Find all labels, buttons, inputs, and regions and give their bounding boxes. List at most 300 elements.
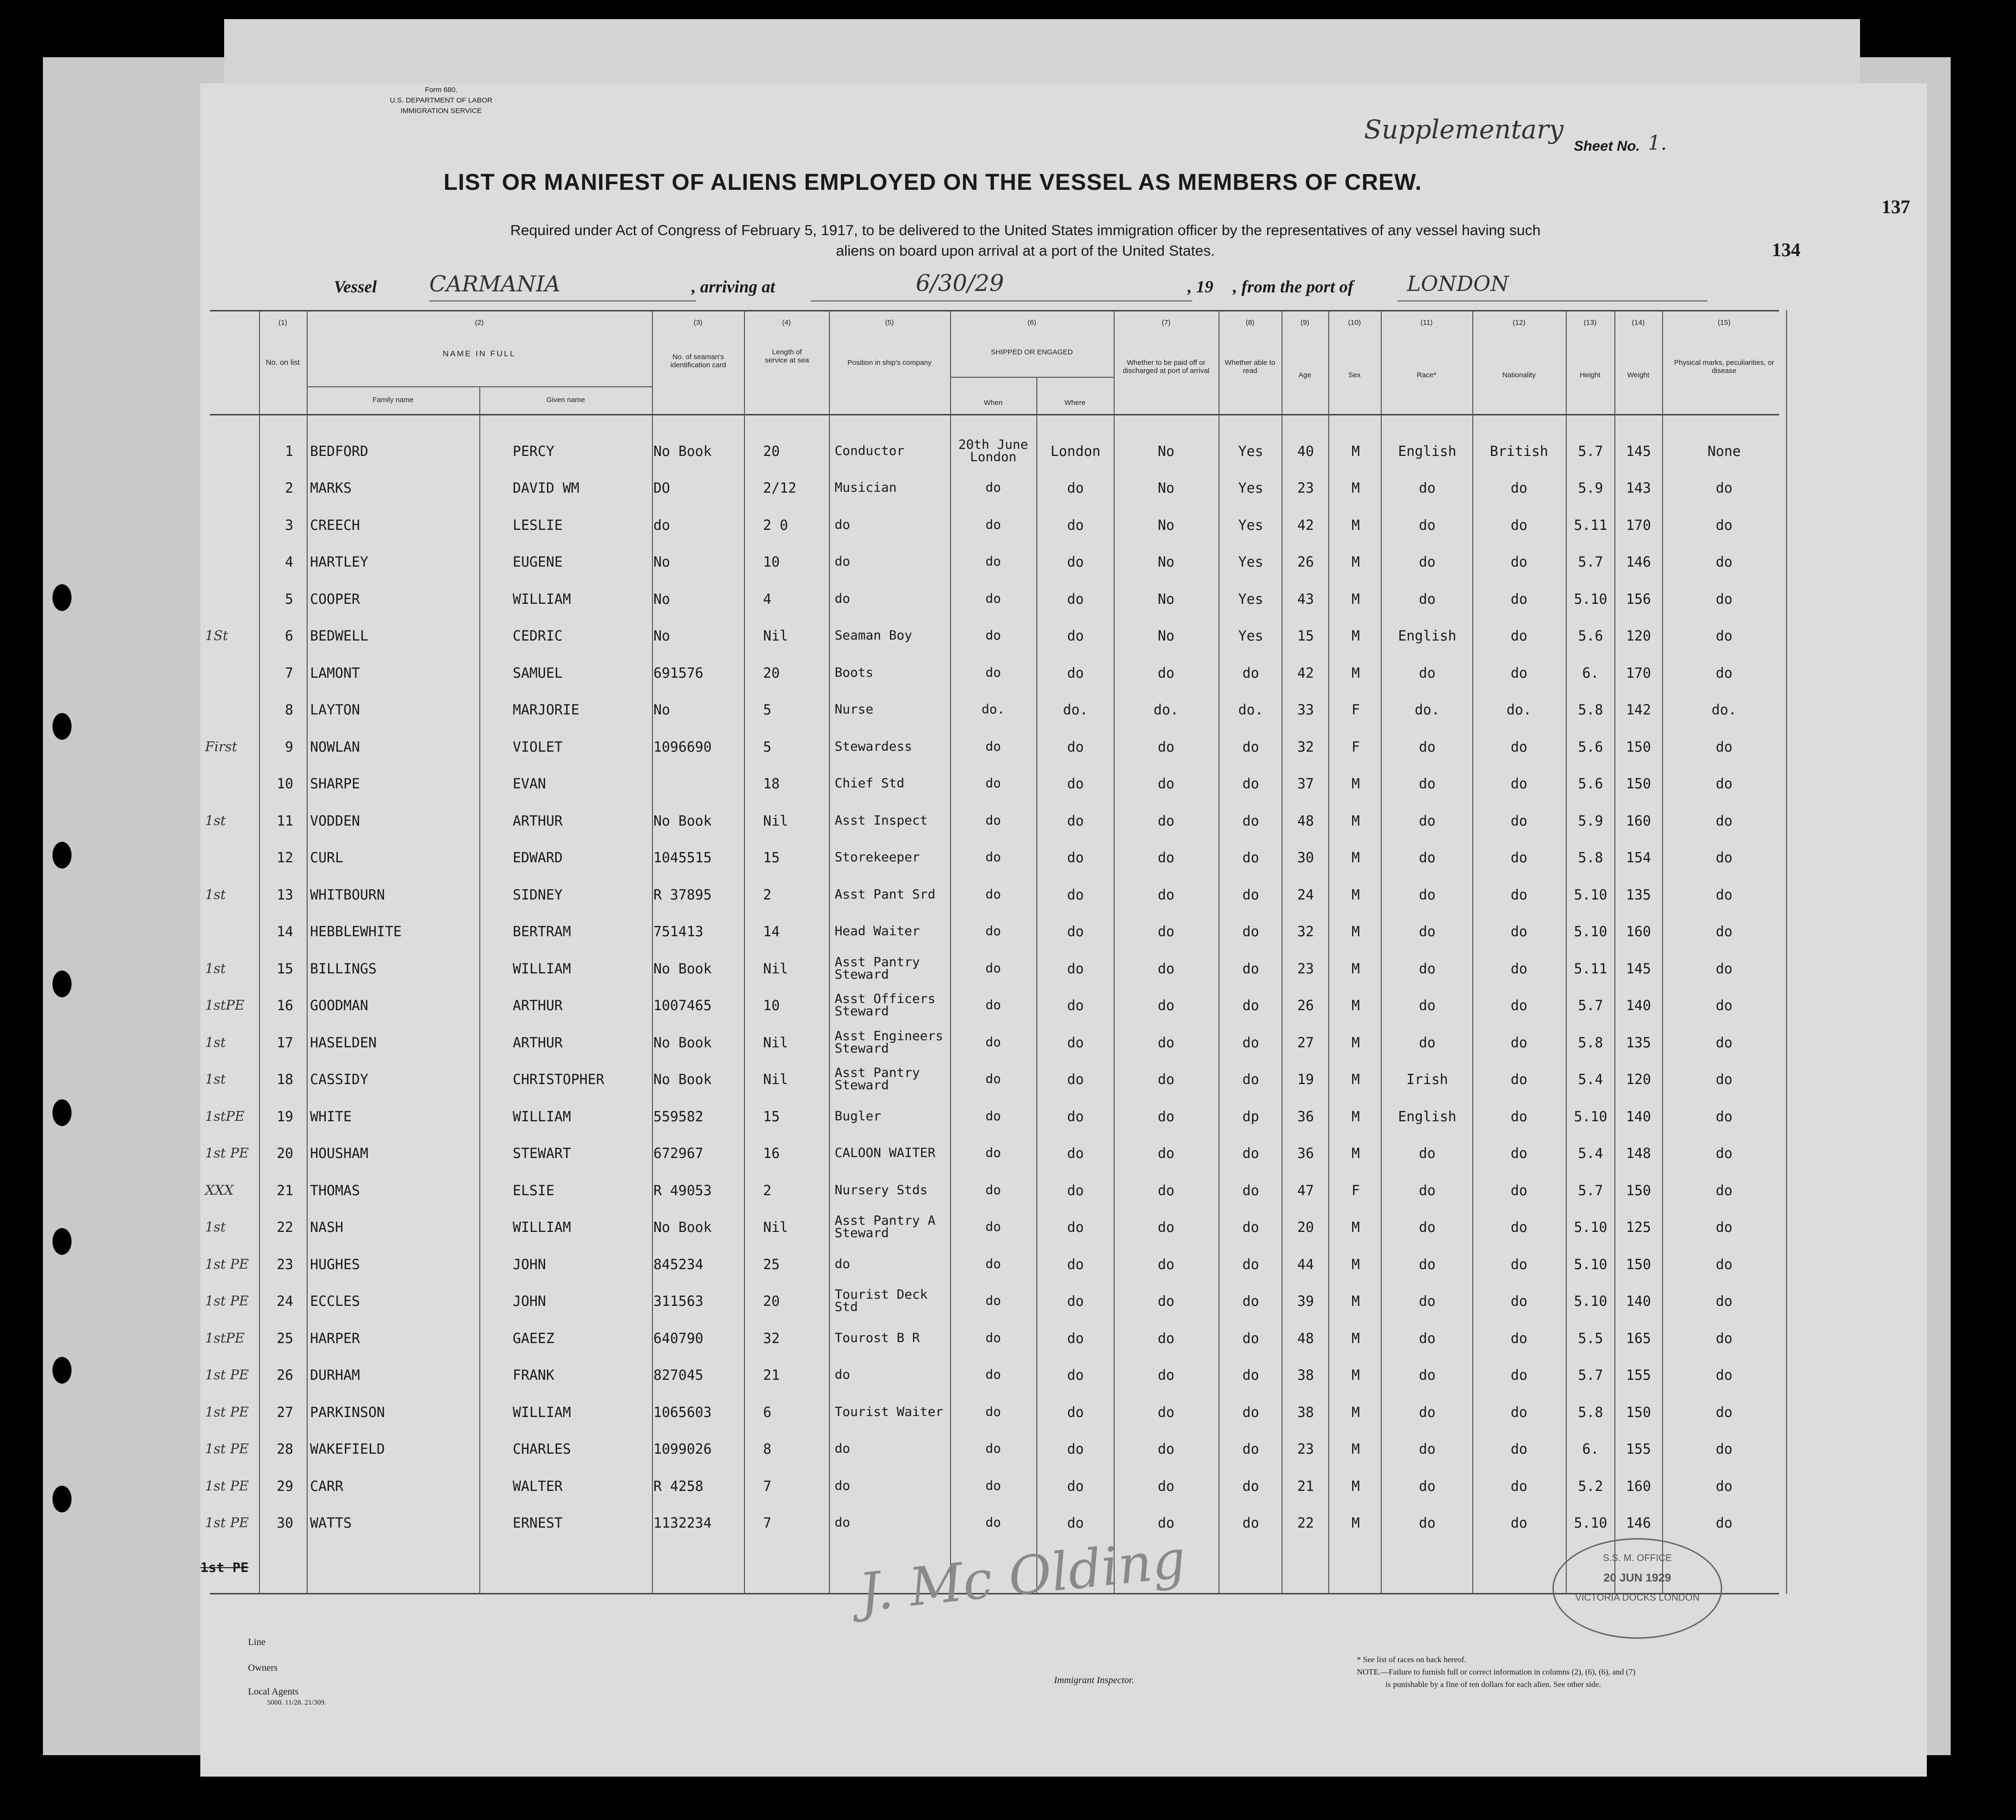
given-name: WILLIAM [513, 960, 571, 977]
length-of-service: 10 [763, 554, 780, 570]
row-class-mark: 1st [205, 1071, 226, 1087]
col-number: (14) [1632, 319, 1645, 327]
id-card-number: 1096690 [653, 738, 712, 755]
physical-marks: do [1716, 1367, 1733, 1384]
race: Irish [1406, 1071, 1448, 1088]
department: U.S. DEPARTMENT OF LABOR [390, 96, 493, 104]
shipped-when: do [985, 665, 1001, 680]
arriving-label: , arriving at [692, 277, 775, 296]
position: Stewardess [835, 739, 912, 754]
sex: M [1351, 590, 1360, 607]
given-name: DAVID WM [513, 480, 579, 496]
paid-off: do [1158, 1404, 1175, 1420]
shipped-when: do [985, 1441, 1001, 1457]
header-when: When [983, 399, 1003, 407]
height: 5.10 [1574, 923, 1607, 940]
shipped-where: do [1067, 1441, 1084, 1458]
col-rule [1114, 310, 1115, 1594]
shipped-when: do [985, 1293, 1001, 1309]
given-name: WALTER [513, 1478, 563, 1494]
sex: M [1351, 443, 1360, 459]
col-number: (6) [1027, 319, 1036, 327]
header-id-card: No. of seaman's identification card [670, 353, 726, 369]
race: do [1419, 517, 1436, 533]
sex: M [1351, 1330, 1360, 1346]
physical-marks: do [1716, 776, 1733, 792]
given-name: ERNEST [513, 1515, 563, 1531]
col-number: (7) [1161, 319, 1171, 327]
height: 6. [1582, 1441, 1599, 1458]
age: 40 [1297, 443, 1314, 459]
sex: M [1351, 1441, 1360, 1458]
agents-label: Local Agents [248, 1686, 299, 1697]
paid-off: do [1158, 812, 1175, 829]
arrival-date: 6/30/29 [916, 270, 1004, 297]
length-of-service: 10 [763, 997, 780, 1014]
nationality: do [1510, 923, 1528, 940]
given-name: VIOLET [513, 738, 563, 755]
height: 6. [1582, 664, 1599, 681]
sex: M [1351, 1219, 1360, 1236]
position: Nurse [835, 702, 874, 717]
shipped-where: do [1067, 960, 1084, 977]
age: 42 [1297, 664, 1314, 681]
length-of-service: 16 [763, 1145, 780, 1162]
sex: M [1351, 812, 1360, 829]
paid-off: do [1158, 1219, 1175, 1236]
family-name: BEDFORD [310, 443, 369, 459]
race: do [1419, 1478, 1436, 1494]
physical-marks: do [1716, 1034, 1733, 1051]
height: 5.5 [1578, 1330, 1603, 1346]
position: Asst Pantry A Steward [835, 1213, 936, 1241]
paid-off: No [1158, 554, 1175, 570]
race: do [1419, 1515, 1436, 1531]
id-card-number: 1099026 [653, 1441, 712, 1458]
shipped-where: do [1067, 1293, 1084, 1310]
header-name-in-full: NAME IN FULL [443, 349, 516, 358]
able-to-read: dp [1242, 1108, 1259, 1125]
physical-marks: do [1716, 664, 1733, 681]
row-class-mark: 1st [205, 1034, 226, 1050]
height: 5.6 [1578, 628, 1603, 644]
sex: M [1351, 1293, 1360, 1310]
id-card-number: No Book [653, 1219, 712, 1236]
col-rule [1328, 310, 1329, 1594]
owners-label: Owners [248, 1663, 278, 1673]
age: 26 [1297, 554, 1314, 570]
row-class-mark: 1stPE [205, 1108, 245, 1124]
row-class-mark [205, 507, 258, 544]
position: Asst Officers Steward [835, 992, 936, 1019]
sex: M [1351, 1145, 1360, 1162]
race: do [1419, 812, 1436, 829]
physical-marks: do [1716, 480, 1733, 496]
row-class-mark: 1st PE [205, 1367, 249, 1383]
binder-hole [52, 584, 72, 611]
shipped-when: do [985, 813, 1001, 828]
shipped-where: do [1067, 590, 1084, 607]
height: 5.6 [1578, 738, 1603, 755]
id-card-number: No Book [653, 443, 712, 459]
able-to-read: do [1242, 849, 1259, 866]
race: do [1419, 997, 1436, 1014]
col-number: (13) [1583, 319, 1597, 327]
paid-off: do [1158, 960, 1175, 977]
height: 5.6 [1578, 776, 1603, 792]
age: 44 [1297, 1256, 1314, 1272]
height: 5.8 [1578, 1034, 1603, 1051]
nationality: do [1510, 849, 1528, 866]
fine-note: NOTE.—Failure to furnish full or correct information in columns (2), (6), (6), and (7) [1357, 1667, 1635, 1676]
row-number: 16 [277, 997, 293, 1014]
length-of-service: 20 [763, 664, 780, 681]
given-name: WILLIAM [513, 1404, 571, 1420]
position: Tourist Deck Std [835, 1287, 928, 1315]
row-number: 14 [277, 923, 293, 940]
physical-marks: do [1716, 738, 1733, 755]
col-rule [307, 310, 308, 1594]
shipped-where: do [1067, 1367, 1084, 1384]
race: do [1419, 886, 1436, 903]
physical-marks: do [1716, 923, 1733, 940]
family-name: HARTLEY [310, 554, 369, 570]
shipped-when: do [985, 887, 1001, 902]
form-number: Form 680. [424, 86, 458, 94]
height: 5.10 [1574, 1256, 1607, 1272]
sheet-label: Sheet No. [1574, 138, 1640, 154]
weight: 140 [1626, 1293, 1651, 1310]
id-card-number [653, 765, 744, 803]
sex: F [1351, 702, 1360, 718]
vessel-label: Vessel [334, 277, 377, 296]
shipped-when: do [985, 961, 1001, 976]
able-to-read: do [1242, 1145, 1259, 1162]
family-name: SHARPE [310, 776, 360, 792]
given-name: FRANK [513, 1367, 555, 1384]
weight: 142 [1626, 702, 1651, 718]
physical-marks: do [1716, 997, 1733, 1014]
length-of-service: 32 [763, 1330, 780, 1346]
id-card-number: R 4258 [653, 1478, 703, 1494]
office-stamp [1552, 1538, 1722, 1639]
shipped-where: do [1067, 1404, 1084, 1420]
col-number: (5) [885, 319, 894, 327]
age: 23 [1297, 960, 1314, 977]
binder-hole [52, 842, 72, 869]
able-to-read: Yes [1238, 628, 1263, 644]
row-number: 17 [277, 1034, 293, 1051]
length-of-service: 6 [763, 1404, 772, 1420]
position: Nursery Stds [835, 1182, 928, 1198]
col-rule [1662, 310, 1663, 1594]
weight: 120 [1626, 628, 1651, 644]
header-no-on-list: No. on list [266, 359, 300, 367]
shipped-where: do [1067, 1219, 1084, 1236]
shipped-when: do [985, 480, 1001, 496]
weight: 150 [1626, 1256, 1651, 1272]
col-rule [1786, 310, 1787, 1594]
paid-off: do [1158, 923, 1175, 940]
binder-hole [52, 1486, 72, 1512]
fine-note-2: is punishable by a fine of ten dollars for each alien. See other side. [1385, 1680, 1601, 1689]
shipped-where: do [1067, 480, 1084, 496]
able-to-read: Yes [1238, 443, 1263, 459]
length-of-service: 7 [763, 1478, 772, 1494]
id-card-number: 845234 [653, 1256, 703, 1272]
form-subtitle-2: aliens on board upon arrival at a port of the United States. [836, 242, 1215, 259]
paid-off: do [1158, 1071, 1175, 1088]
col-rule [1219, 310, 1220, 1594]
row-number: 6 [285, 628, 293, 644]
vessel-underline [429, 300, 696, 301]
given-name: CHARLES [513, 1441, 571, 1458]
header-physical-marks: Physical marks, peculiarities, or disease [1674, 359, 1775, 375]
row-number: 27 [277, 1404, 293, 1420]
col-number: (10) [1348, 319, 1361, 327]
paid-off: do [1158, 776, 1175, 792]
id-card-number: R 49053 [653, 1182, 712, 1199]
family-name: HARPER [310, 1330, 360, 1346]
col-rule [1472, 310, 1473, 1594]
able-to-read: do [1242, 1293, 1259, 1310]
paid-off: No [1158, 480, 1175, 496]
position: Head Waiter [835, 924, 920, 939]
stamped-number-137: 137 [1882, 196, 1910, 217]
paid-off: do [1158, 1034, 1175, 1051]
physical-marks: do [1716, 1441, 1733, 1458]
shipped-when: do. [982, 702, 1005, 717]
shipped-when: do [985, 554, 1001, 569]
table-top-rule [210, 310, 1779, 311]
weight: 150 [1626, 1182, 1651, 1199]
form-title: LIST OR MANIFEST OF ALIENS EMPLOYED ON THE VESSEL AS MEMBERS OF CREW. [444, 170, 1422, 195]
age: 42 [1297, 517, 1314, 533]
weight: 170 [1626, 517, 1651, 533]
able-to-read: do [1242, 1219, 1259, 1236]
height: 5.8 [1578, 1404, 1603, 1420]
physical-marks: do [1716, 1478, 1733, 1494]
shipped-where: do [1067, 517, 1084, 533]
length-of-service: Nil [763, 1071, 788, 1088]
race: do [1419, 1293, 1436, 1310]
able-to-read: do [1242, 1071, 1259, 1088]
paid-off: do [1158, 997, 1175, 1014]
height: 5.7 [1578, 443, 1603, 459]
weight: 120 [1626, 1071, 1651, 1088]
col-rule [744, 310, 745, 1594]
sheet-number: 1. [1648, 131, 1667, 155]
physical-marks: do [1716, 628, 1733, 644]
position: Asst Pantry Steward [835, 954, 920, 982]
header-race: Race* [1416, 371, 1437, 379]
weight: 155 [1626, 1441, 1651, 1458]
paid-off: do [1158, 1182, 1175, 1199]
length-of-service: 20 [763, 443, 780, 459]
shipped-when: do [985, 1182, 1001, 1198]
age: 24 [1297, 886, 1314, 903]
nationality: do [1510, 1293, 1528, 1310]
race: do [1419, 1367, 1436, 1384]
sex: F [1351, 738, 1360, 755]
weight: 160 [1626, 812, 1651, 829]
col-rule [479, 386, 480, 1594]
row-number: 5 [285, 590, 293, 607]
height: 5.7 [1578, 1367, 1603, 1384]
weight: 150 [1626, 1404, 1651, 1420]
height: 5.10 [1574, 1293, 1607, 1310]
age: 32 [1297, 738, 1314, 755]
length-of-service: 2/12 [763, 480, 796, 496]
shipped-when: do [985, 591, 1001, 606]
weight: 154 [1626, 849, 1651, 866]
struck-mark: 1st PE [200, 1560, 249, 1575]
height: 5.8 [1578, 702, 1603, 718]
weight: 156 [1626, 590, 1651, 607]
row-class-mark: 1st PE [205, 1404, 249, 1420]
nationality: do [1510, 664, 1528, 681]
family-name: COOPER [310, 590, 360, 607]
stamped-number-134: 134 [1772, 239, 1800, 260]
id-card-number: 672967 [653, 1145, 703, 1162]
paid-off: do [1158, 1293, 1175, 1310]
able-to-read: do [1242, 1367, 1259, 1384]
given-name: CEDRIC [513, 628, 563, 644]
paid-off: do [1158, 1441, 1175, 1458]
shipped-where: do [1067, 1256, 1084, 1272]
physical-marks: do [1716, 1071, 1733, 1088]
given-name: EUGENE [513, 554, 563, 570]
family-name: LAMONT [310, 664, 360, 681]
sex: M [1351, 886, 1360, 903]
position: Asst Pantry Steward [835, 1065, 920, 1093]
physical-marks: do [1716, 554, 1733, 570]
nationality: do [1510, 1404, 1528, 1420]
age: 37 [1297, 776, 1314, 792]
length-of-service: Nil [763, 1034, 788, 1051]
position: Asst Engineers Steward [835, 1028, 943, 1056]
shipped-when: do [985, 1478, 1001, 1493]
race: do [1419, 1034, 1436, 1051]
weight: 160 [1626, 923, 1651, 940]
length-of-service: 14 [763, 923, 780, 940]
physical-marks: do [1716, 517, 1733, 533]
nationality: do [1510, 628, 1528, 644]
family-name: HASELDEN [310, 1034, 377, 1051]
able-to-read: do [1242, 1515, 1259, 1531]
paid-off: do [1158, 1108, 1175, 1125]
weight: 135 [1626, 886, 1651, 903]
physical-marks: do [1716, 1256, 1733, 1272]
col-number: (8) [1245, 319, 1255, 327]
row-class-mark [205, 544, 258, 581]
service: IMMIGRATION SERVICE [400, 107, 482, 115]
given-name: MARJORIE [513, 702, 579, 718]
shipped-where: do [1067, 812, 1084, 829]
age: 26 [1297, 997, 1314, 1014]
header-where: Where [1064, 399, 1086, 407]
row-number: 28 [277, 1441, 293, 1458]
height: 5.8 [1578, 849, 1603, 866]
nationality: do [1510, 1441, 1528, 1458]
weight: 165 [1626, 1330, 1651, 1346]
family-name: NOWLAN [310, 738, 360, 755]
able-to-read: do [1242, 1034, 1259, 1051]
nationality: do [1510, 886, 1528, 903]
row-class-mark: 1st PE [205, 1256, 249, 1272]
nationality: do [1510, 812, 1528, 829]
id-card-number: No Book [653, 812, 712, 829]
shipped-where: London [1050, 443, 1101, 459]
row-class-mark: 1st PE [205, 1441, 249, 1457]
able-to-read: do [1242, 776, 1259, 792]
weight: 146 [1626, 554, 1651, 570]
given-name: SIDNEY [513, 886, 563, 903]
nationality: do [1510, 590, 1528, 607]
shipped-when: do [985, 1256, 1001, 1272]
physical-marks: do [1716, 1293, 1733, 1310]
row-number: 10 [277, 776, 293, 792]
sex: M [1351, 1478, 1360, 1494]
position: do [835, 517, 850, 532]
row-number: 22 [277, 1219, 293, 1236]
weight: 135 [1626, 1034, 1651, 1051]
paid-off: No [1158, 517, 1175, 533]
family-name: WATTS [310, 1515, 352, 1531]
height: 5.7 [1578, 1182, 1603, 1199]
stamp-line: S.S. M. OFFICE [1602, 1553, 1672, 1563]
shipped-when: do [985, 1108, 1001, 1124]
family-name: BEDWELL [310, 628, 369, 644]
weight: 160 [1626, 1478, 1651, 1494]
shipped-where: do [1067, 997, 1084, 1014]
age: 48 [1297, 1330, 1314, 1346]
header-height: Height [1580, 371, 1601, 379]
able-to-read: do [1242, 923, 1259, 940]
family-name: LAYTON [310, 702, 360, 718]
weight: 143 [1626, 480, 1651, 496]
row-class-mark: 1stPE [205, 1330, 245, 1346]
family-name: CREECH [310, 517, 360, 533]
id-card-number: 691576 [653, 664, 703, 681]
row-number: 21 [277, 1182, 293, 1199]
able-to-read: do [1242, 1441, 1259, 1458]
race: do. [1415, 702, 1440, 718]
row-number: 12 [277, 849, 293, 866]
paid-off: do [1158, 849, 1175, 866]
sex: M [1351, 849, 1360, 866]
position: Tourist Waiter [835, 1404, 943, 1419]
weight: 145 [1626, 960, 1651, 977]
nationality: do [1510, 1108, 1528, 1125]
races-note: * See list of races on back hereof. [1357, 1655, 1467, 1664]
id-card-number: 311563 [653, 1293, 703, 1310]
sex: M [1351, 923, 1360, 940]
height: 5.10 [1574, 1515, 1607, 1531]
weight: 125 [1626, 1219, 1651, 1236]
position: do [835, 1367, 850, 1383]
nationality: do [1510, 1182, 1528, 1199]
row-class-mark: 1st [205, 812, 226, 828]
row-class-mark: First [205, 738, 238, 755]
physical-marks: do [1716, 812, 1733, 829]
sex: M [1351, 628, 1360, 644]
height: 5.7 [1578, 554, 1603, 570]
race: do [1419, 1404, 1436, 1420]
sex: M [1351, 664, 1360, 681]
form-subtitle-1: Required under Act of Congress of February 5, 1917, to be delivered to the United States immigration officer by the representatives of any vessel having such [510, 222, 1541, 238]
nationality: do [1510, 1515, 1528, 1531]
